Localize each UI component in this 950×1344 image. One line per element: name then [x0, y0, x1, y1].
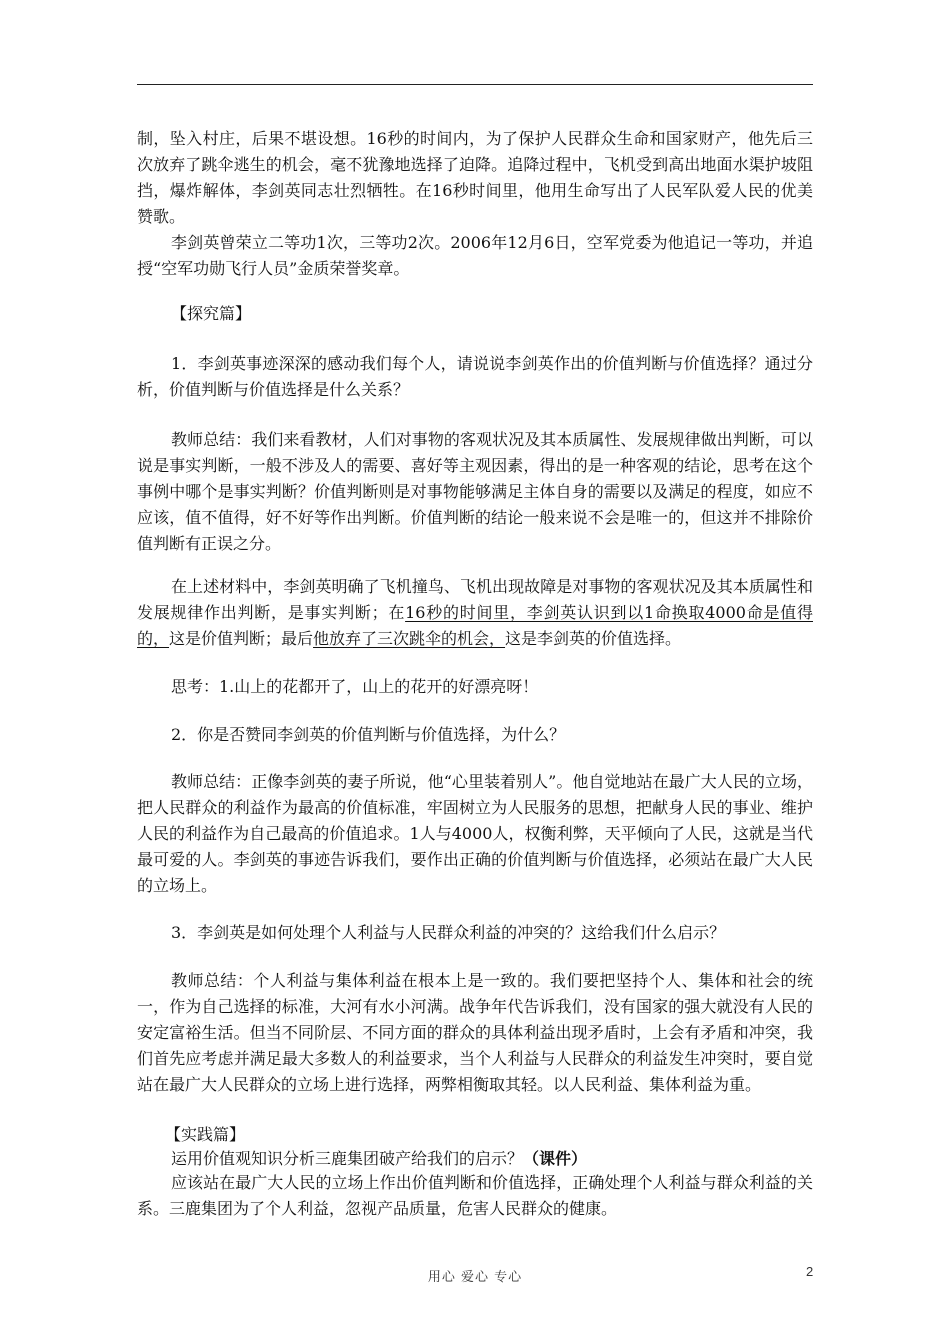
- teacher-summary-3: 教师总结：个人利益与集体利益在根本上是一致的。我们要把坚持个人、集体和社会的统一，作为自己选择的标准，大河有水小河满。战争年代告诉我们，没有国家的强大就没有人民的安定富裕生活。但当不同阶层、不同方面的群众的具体利益出现矛盾时，上会有矛盾和冲突，我们首先应考虑并满足最大多数人的利益要求，当个人利益与人民群众的利益发生冲突时，要自觉站在最广大人民群众的立场上进行选择，两弊相衡取其轻。以人民利益、集体利益为重。: [137, 971, 813, 1094]
- honors-paragraph: 李剑英曾荣立二等功1次，三等功2次。2006年12月6日，空军党委为他追记一等功，并追授“空军功勋飞行人员”金质荣誉奖章。: [137, 233, 813, 278]
- header-rule: [137, 84, 813, 85]
- page-footer: 用心 爱心 专心: [427, 1270, 523, 1285]
- teacher-summary-1: 教师总结：我们来看教材，人们对事物的客观状况及其本质属性、发展规律做出判断，可以说是事实判断，一般不涉及人的需要、喜好等主观因素，得出的是一种客观的结论，思考在这个事例中哪个是事实判断？价值判断则是对事物能够满足主体自身的需要以及满足的程度，如应不应该，值不值得，好不好等作出判断。价值判断的结论一般来说不会是唯一的，但这并不排除价值判断有正误之分。: [137, 430, 813, 553]
- courseware-label: （课件）: [523, 1149, 588, 1168]
- practice-heading: 【实践篇】: [165, 1125, 246, 1144]
- explore-heading: 【探究篇】: [171, 304, 252, 323]
- question-1: 1．李剑英事迹深深的感动我们每个人，请说说李剑英作出的价值判断与价值选择？通过分析，价值判断与价值选择是什么关系？: [137, 354, 813, 399]
- practice-answer: 应该站在最广大人民的立场上作出价值判断和价值选择，正确处理个人利益与群众利益的关系。三鹿集团为了个人利益，忽视产品质量，危害人民群众的健康。: [137, 1173, 813, 1218]
- analysis-text-c: 这是李剑英的价值选择。: [505, 629, 682, 648]
- think-prompt: 思考：1.山上的花都开了，山上的花开的好漂亮呀！: [171, 677, 539, 696]
- story-paragraph: 制，坠入村庄，后果不堪设想。16秒的时间内，为了保护人民群众生命和国家财产，他先后三次放弃了跳伞逃生的机会，毫不犹豫地选择了迫降。追降过程中，飞机受到高出地面水渠护坡阻挡，爆炸解体，李剑英同志壮烈牺牲。在16秒时间里，他用生命写出了人民军队爱人民的优美赞歌。: [137, 129, 813, 226]
- analysis-text-b: 这是价值判断；最后: [169, 629, 314, 648]
- practice-question-text: 运用价值观知识分析三鹿集团破产给我们的启示？: [171, 1149, 524, 1168]
- question-2: 2．你是否赞同李剑英的价值判断与价值选择，为什么？: [171, 725, 566, 744]
- analysis-text-a: 在上述材料中，李剑英明确了飞机撞鸟、飞机出现故障是对事物的客观状况及其本质属性和发展规律作出判断，是事实判断；在: [137, 577, 813, 622]
- value-judgment-underlined: 16秒的时间里，李剑英认识到以1命换取4000命是值得的，: [137, 603, 813, 648]
- practice-question: [171, 1146, 813, 1172]
- value-choice-underlined: 他放弃了三次跳伞的机会，: [313, 629, 506, 648]
- question-3: 3．李剑英是如何处理个人利益与人民群众利益的冲突的？这给我们什么启示？: [171, 923, 726, 942]
- teacher-summary-2: 教师总结：正像李剑英的妻子所说，他“心里装着别人”。他自觉地站在最广大人民的立场，把人民群众的利益作为最高的价值标准，牢固树立为人民服务的思想，把献身人民的事业、维护人民的利益作为自己最高的价值追求。1人与4000人，权衡利弊，天平倾向了人民，这就是当代最可爱的人。李剑英的事迹告诉我们，要作出正确的价值判断与价值选择，必须站在最广大人民的立场上。: [137, 772, 813, 895]
- page-number: 2: [806, 1264, 814, 1279]
- material-analysis: [137, 574, 813, 652]
